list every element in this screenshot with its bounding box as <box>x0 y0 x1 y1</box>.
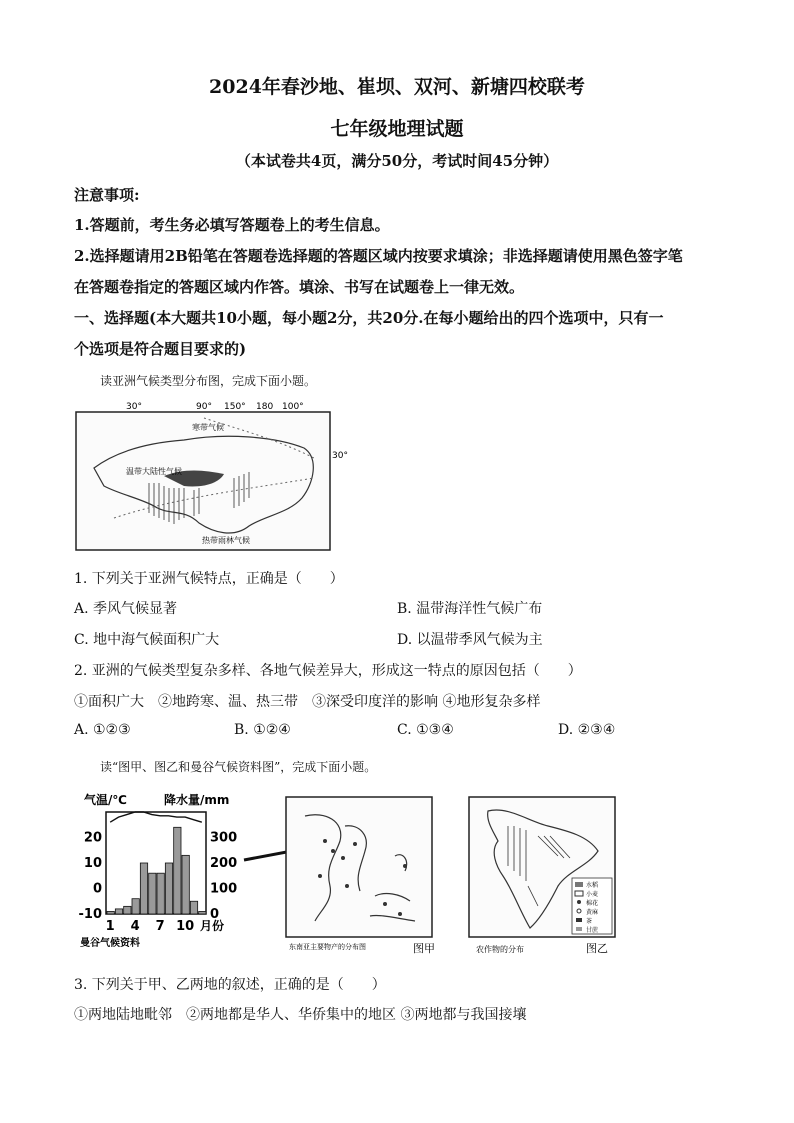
legend-tea: 茶 <box>586 918 593 925</box>
x-axis-ticks <box>106 919 195 934</box>
map-a-frame <box>286 797 432 937</box>
q3-stem: 3. 下列关于甲、乙两地的叙述，正确的是（ ） <box>74 977 386 993</box>
precip-tick-label: 100 <box>210 881 238 897</box>
lon-label-150: 150° <box>224 402 246 412</box>
month-tick-label: 10 <box>176 919 195 934</box>
section-1-line-1: 一、选择题(本大题共10小题，每小题2分，共20分.在每小题给出的四个选项中，只有一 <box>74 309 664 327</box>
lat-label-30: 30° <box>332 451 348 461</box>
map-2-intro: 读“图甲、图乙和曼谷气候资料图”，完成下面小题。 <box>100 760 377 774</box>
precip-bar-5 <box>140 863 147 914</box>
q2-option-c[interactable]: C. ①③④ <box>397 722 454 738</box>
map-a-label: 图甲 <box>413 942 435 955</box>
chart-caption: 曼谷气候资料 <box>80 938 140 949</box>
exam-note: （本试卷共4页，满分50分，考试时间45分钟） <box>235 152 559 170</box>
month-tick-label: 4 <box>130 919 140 934</box>
q1-option-c[interactable]: C. 地中海气候面积广大 <box>74 632 220 648</box>
india-crops-map <box>468 796 628 956</box>
label-rainforest-climate: 热带雨林气候 <box>202 536 250 545</box>
map-1-intro: 读亚洲气候类型分布图，完成下面小题。 <box>100 374 317 388</box>
lon-label-180: 180 <box>256 402 274 412</box>
temp-tick-label: 10 <box>83 856 102 871</box>
notice-item-2a: 2.选择题请用2B铅笔在答题卷选择题的答题区域内按要求填涂；非选择题请使用黑色签字笔 <box>74 247 683 265</box>
precip-bar-8 <box>165 863 172 914</box>
q1-option-a[interactable]: A. 季风气候显著 <box>74 601 178 617</box>
notice-item-1: 1.答题前，考生务必填写答题卷上的考生信息。 <box>74 216 390 234</box>
precip-bar-2 <box>115 909 122 914</box>
precip-tick-label: 200 <box>210 856 238 871</box>
legend-jute: 黄麻 <box>586 909 599 916</box>
legend-cotton: 棉花 <box>586 900 599 907</box>
precip-bar-12 <box>199 911 206 914</box>
map-b-legend <box>572 878 612 934</box>
q2-option-a[interactable]: A. ①②③ <box>74 722 131 738</box>
precip-bar-4 <box>132 899 139 914</box>
precip-tick-label: 0 <box>210 907 220 922</box>
precip-bar-10 <box>182 855 189 914</box>
precip-bar-3 <box>124 906 131 914</box>
precip-bars <box>107 827 206 914</box>
precip-axis-ticks <box>210 831 237 923</box>
precip-tick-label: 300 <box>210 830 238 846</box>
asia-climate-map <box>74 398 354 554</box>
precip-bar-11 <box>190 901 197 914</box>
month-tick-label: 7 <box>155 919 165 934</box>
q2-stem: 2. 亚洲的气候类型复杂多样、各地气候差异大，形成这一特点的原因包括（ ） <box>74 663 582 679</box>
exam-title: 2024年春沙地、崔坝、双河、新塘四校联考 <box>209 76 585 98</box>
map-b-caption: 农作物的分布 <box>476 945 524 954</box>
temp-tick-label: 0 <box>92 881 102 897</box>
q3-items: ①两地陆地毗邻 ②两地都是华人、华侨集中的地区 ③两地都与我国接壤 <box>74 1007 527 1023</box>
q1-option-d[interactable]: D. 以温带季风气候为主 <box>397 632 543 648</box>
legend-sugarcane: 甘蔗 <box>586 927 599 934</box>
temp-axis-ticks <box>79 831 103 923</box>
map-a-caption: 东南亚主要物产的分布图 <box>289 943 366 951</box>
temp-tick-label: 20 <box>83 830 102 846</box>
notice-item-2b: 在答题卷指定的答题区域内作答。填涂、书写在试题卷上一律无效。 <box>74 278 525 296</box>
notice-heading: 注意事项: <box>74 186 140 204</box>
section-1-line-2: 个选项是符合题目要求的) <box>74 340 247 358</box>
precip-bar-6 <box>149 873 156 914</box>
chart-ylabel-temp: 气温/℃ <box>84 793 127 807</box>
lon-label-100: 100° <box>282 402 304 412</box>
q2-option-b[interactable]: B. ①②④ <box>234 722 291 738</box>
label-continental-climate: 温带大陆性气候 <box>126 467 182 476</box>
lon-label-30: 30° <box>126 402 142 412</box>
temp-tick-label: -10 <box>78 907 102 922</box>
exam-subtitle: 七年级地理试题 <box>330 118 464 140</box>
q1-option-b[interactable]: B. 温带海洋性气候广布 <box>397 601 543 617</box>
q1-stem: 1. 下列关于亚洲气候特点，正确是（ ） <box>74 571 344 587</box>
temperature-line <box>110 812 202 822</box>
month-tick-label: 1 <box>105 919 115 934</box>
precip-bar-7 <box>157 873 164 914</box>
bangkok-climate-chart <box>74 790 244 950</box>
label-polar-climate: 寒带气候 <box>192 423 224 432</box>
q2-option-d[interactable]: D. ②③④ <box>558 722 616 738</box>
q2-items: ①面积广大 ②地跨寒、温、热三带 ③深受印度洋的影响 ④地形复杂多样 <box>74 694 541 710</box>
map-b-label: 图乙 <box>586 942 608 955</box>
southeast-asia-map <box>285 796 435 956</box>
precip-bar-9 <box>174 827 181 914</box>
chart-ylabel-precip: 降水量/mm <box>164 793 230 807</box>
lon-label-90: 90° <box>196 402 212 412</box>
chart-xlabel: 月份 <box>200 919 225 933</box>
legend-wheat: 小麦 <box>586 891 599 898</box>
legend-rice: 水稻 <box>586 882 599 889</box>
precip-bar-1 <box>107 911 114 914</box>
